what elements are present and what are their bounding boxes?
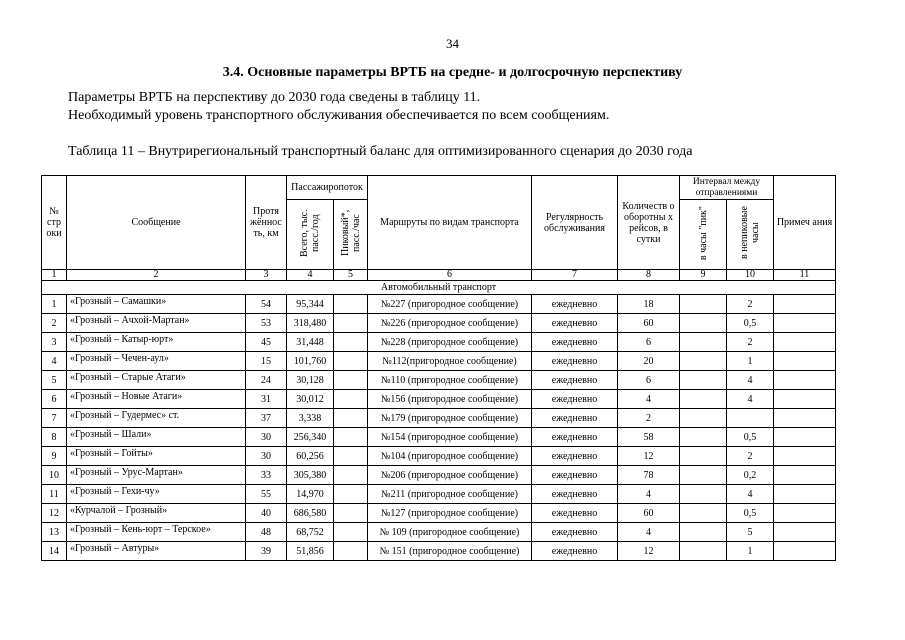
column-number-row <box>42 270 836 281</box>
trips-per-day: 6 <box>618 371 680 390</box>
row-number: 8 <box>42 428 67 447</box>
header-interval-offpeak: в непиковые часы <box>739 206 761 260</box>
passengers-peak <box>334 390 368 409</box>
regularity: ежедневно <box>532 390 618 409</box>
interval-offpeak: 2 <box>727 447 774 466</box>
length-km: 53 <box>246 314 287 333</box>
table-row <box>42 314 836 333</box>
table-row <box>42 523 836 542</box>
connection-name: «Грозный – Гойты» <box>67 447 246 466</box>
column-number: 5 <box>334 270 368 281</box>
paragraph-2: Необходимый уровень транспортного обслуживания обеспечивается по всем сообщениям. <box>68 108 610 123</box>
column-number: 9 <box>680 270 727 281</box>
trips-per-day: 2 <box>618 409 680 428</box>
note <box>774 333 836 352</box>
table-row <box>42 352 836 371</box>
table-row <box>42 390 836 409</box>
header-connection: Сообщение <box>67 176 246 270</box>
route-numbers: №226 (пригородное сообщение) <box>368 314 532 333</box>
header-regularity: Регулярность обслуживания <box>532 176 618 270</box>
interval-offpeak: 4 <box>727 485 774 504</box>
connection-name: «Грозный – Автуры» <box>67 542 246 561</box>
row-number: 1 <box>42 295 67 314</box>
passengers-total: 14,970 <box>287 485 334 504</box>
note <box>774 409 836 428</box>
passengers-peak <box>334 371 368 390</box>
table-caption: Таблица 11 – Внутрирегиональный транспортный баланс для оптимизированного сценария до 2030 года <box>68 144 693 159</box>
table-row <box>42 333 836 352</box>
note <box>774 447 836 466</box>
length-km: 39 <box>246 542 287 561</box>
header-interval-peak: в часы "пик" <box>697 205 709 261</box>
interval-offpeak: 5 <box>727 523 774 542</box>
trips-per-day: 20 <box>618 352 680 371</box>
interval-peak <box>680 409 727 428</box>
trips-per-day: 78 <box>618 466 680 485</box>
header-row-no: № стр оки <box>42 176 67 270</box>
interval-peak <box>680 333 727 352</box>
note <box>774 542 836 561</box>
interval-peak <box>680 390 727 409</box>
interval-peak <box>680 523 727 542</box>
passengers-peak <box>334 523 368 542</box>
header-trips: Количеств о оборотны х рейсов, в сутки <box>618 176 680 270</box>
connection-name: «Грозный – Урус-Мартан» <box>67 466 246 485</box>
interval-peak <box>680 504 727 523</box>
connection-name: «Грозный – Чечен-аул» <box>67 352 246 371</box>
row-number: 11 <box>42 485 67 504</box>
row-number: 10 <box>42 466 67 485</box>
trips-per-day: 4 <box>618 485 680 504</box>
row-number: 5 <box>42 371 67 390</box>
connection-name: «Грозный – Ачхой-Мартан» <box>67 314 246 333</box>
passengers-total: 3,338 <box>287 409 334 428</box>
header-peak-cell <box>334 200 368 270</box>
regularity: ежедневно <box>532 371 618 390</box>
length-km: 30 <box>246 447 287 466</box>
interval-offpeak: 2 <box>727 333 774 352</box>
regularity: ежедневно <box>532 352 618 371</box>
column-number: 8 <box>618 270 680 281</box>
trips-per-day: 18 <box>618 295 680 314</box>
header-interval-peak-cell <box>680 200 727 270</box>
trips-per-day: 60 <box>618 314 680 333</box>
section-row <box>42 281 836 295</box>
connection-name: «Грозный – Гудермес» ст. <box>67 409 246 428</box>
length-km: 24 <box>246 371 287 390</box>
route-numbers: №228 (пригородное сообщение) <box>368 333 532 352</box>
row-number: 12 <box>42 504 67 523</box>
passengers-total: 30,128 <box>287 371 334 390</box>
regularity: ежедневно <box>532 466 618 485</box>
regularity: ежедневно <box>532 485 618 504</box>
header-note: Примеч ания <box>774 176 836 270</box>
note <box>774 428 836 447</box>
trips-per-day: 6 <box>618 333 680 352</box>
passengers-total: 256,340 <box>287 428 334 447</box>
interval-offpeak: 1 <box>727 352 774 371</box>
regularity: ежедневно <box>532 542 618 561</box>
passengers-peak <box>334 352 368 371</box>
header-routes: Маршруты по видам транспорта <box>368 176 532 270</box>
interval-peak <box>680 314 727 333</box>
interval-offpeak: 4 <box>727 371 774 390</box>
page-number: 34 <box>446 36 459 51</box>
regularity: ежедневно <box>532 409 618 428</box>
route-numbers: №156 (пригородное сообщение) <box>368 390 532 409</box>
table-row <box>42 447 836 466</box>
header-peak: Пиковый*, пасс./час <box>339 209 362 257</box>
header-total: Всего, тыс. пасс./год <box>299 209 321 257</box>
regularity: ежедневно <box>532 447 618 466</box>
route-numbers: №179 (пригородное сообщение) <box>368 409 532 428</box>
length-km: 54 <box>246 295 287 314</box>
route-numbers: №211 (пригородное сообщение) <box>368 485 532 504</box>
interval-offpeak <box>727 409 774 428</box>
route-numbers: №206 (пригородное сообщение) <box>368 466 532 485</box>
interval-offpeak: 0,5 <box>727 504 774 523</box>
note <box>774 371 836 390</box>
column-number: 1 <box>42 270 67 281</box>
section-title: Автомобильный транспорт <box>42 281 836 295</box>
passengers-total: 30,012 <box>287 390 334 409</box>
passengers-total: 51,856 <box>287 542 334 561</box>
connection-name: «Грозный – Самашки» <box>67 295 246 314</box>
regularity: ежедневно <box>532 295 618 314</box>
column-number: 7 <box>532 270 618 281</box>
regularity: ежедневно <box>532 428 618 447</box>
interval-peak <box>680 428 727 447</box>
interval-peak <box>680 542 727 561</box>
table-row <box>42 542 836 561</box>
length-km: 31 <box>246 390 287 409</box>
passengers-total: 31,448 <box>287 333 334 352</box>
paragraph-1: Параметры ВРТБ на перспективу до 2030 года сведены в таблицу 11. <box>68 90 481 105</box>
table-row <box>42 504 836 523</box>
table-row <box>42 409 836 428</box>
note <box>774 485 836 504</box>
column-number: 10 <box>727 270 774 281</box>
header-total-cell <box>287 200 334 270</box>
route-numbers: № 151 (пригородное сообщение) <box>368 542 532 561</box>
length-km: 15 <box>246 352 287 371</box>
note <box>774 295 836 314</box>
length-km: 48 <box>246 523 287 542</box>
column-number: 6 <box>368 270 532 281</box>
connection-name: «Грозный – Старые Атаги» <box>67 371 246 390</box>
passengers-peak <box>334 333 368 352</box>
route-numbers: №110 (пригородное сообщение) <box>368 371 532 390</box>
interval-offpeak: 2 <box>727 295 774 314</box>
regularity: ежедневно <box>532 504 618 523</box>
interval-peak <box>680 466 727 485</box>
passengers-total: 68,752 <box>287 523 334 542</box>
row-number: 6 <box>42 390 67 409</box>
regularity: ежедневно <box>532 523 618 542</box>
row-number: 2 <box>42 314 67 333</box>
header-interval: Интервал между отправлениями <box>680 176 774 200</box>
connection-name: «Грозный – Гехи-чу» <box>67 485 246 504</box>
column-number: 2 <box>67 270 246 281</box>
table-row <box>42 428 836 447</box>
route-numbers: №112(пригородное сообщение) <box>368 352 532 371</box>
route-numbers: №104 (пригородное сообщение) <box>368 447 532 466</box>
connection-name: «Грозный – Кень-юрт – Терское» <box>67 523 246 542</box>
regularity: ежедневно <box>532 314 618 333</box>
note <box>774 504 836 523</box>
passengers-peak <box>334 314 368 333</box>
transport-balance-table <box>41 175 836 561</box>
note <box>774 523 836 542</box>
passengers-peak <box>334 447 368 466</box>
row-number: 14 <box>42 542 67 561</box>
note <box>774 352 836 371</box>
route-numbers: №227 (пригородное сообщение) <box>368 295 532 314</box>
section-heading: 3.4. Основные параметры ВРТБ на средне- и долгосрочную перспективу <box>222 65 683 80</box>
passengers-total: 318,480 <box>287 314 334 333</box>
table-row <box>42 466 836 485</box>
passengers-peak <box>334 409 368 428</box>
interval-peak <box>680 485 727 504</box>
table-row <box>42 295 836 314</box>
interval-offpeak: 0,5 <box>727 314 774 333</box>
row-number: 4 <box>42 352 67 371</box>
row-number: 3 <box>42 333 67 352</box>
passengers-total: 60,256 <box>287 447 334 466</box>
interval-peak <box>680 371 727 390</box>
header-interval-offpeak-cell <box>727 200 774 270</box>
header-passenger-flow: Пассажиропоток <box>287 176 368 200</box>
regularity: ежедневно <box>532 333 618 352</box>
row-number: 9 <box>42 447 67 466</box>
row-number: 13 <box>42 523 67 542</box>
note <box>774 314 836 333</box>
connection-name: «Грозный – Новые Атаги» <box>67 390 246 409</box>
header-length: Протя жённос ть, км <box>246 176 287 270</box>
length-km: 40 <box>246 504 287 523</box>
interval-peak <box>680 352 727 371</box>
column-number: 11 <box>774 270 836 281</box>
header-row-1 <box>42 176 836 200</box>
table-row <box>42 371 836 390</box>
length-km: 45 <box>246 333 287 352</box>
interval-offpeak: 1 <box>727 542 774 561</box>
length-km: 55 <box>246 485 287 504</box>
interval-peak <box>680 447 727 466</box>
length-km: 33 <box>246 466 287 485</box>
connection-name: «Курчалой – Грозный» <box>67 504 246 523</box>
passengers-peak <box>334 542 368 561</box>
passengers-peak <box>334 295 368 314</box>
trips-per-day: 60 <box>618 504 680 523</box>
connection-name: «Грозный – Шали» <box>67 428 246 447</box>
route-numbers: № 109 (пригородное сообщение) <box>368 523 532 542</box>
column-number: 4 <box>287 270 334 281</box>
interval-peak <box>680 295 727 314</box>
interval-offpeak: 4 <box>727 390 774 409</box>
row-number: 7 <box>42 409 67 428</box>
passengers-total: 686,580 <box>287 504 334 523</box>
length-km: 30 <box>246 428 287 447</box>
note <box>774 466 836 485</box>
table-row <box>42 485 836 504</box>
column-number: 3 <box>246 270 287 281</box>
trips-per-day: 4 <box>618 523 680 542</box>
note <box>774 390 836 409</box>
trips-per-day: 12 <box>618 447 680 466</box>
passengers-total: 101,760 <box>287 352 334 371</box>
trips-per-day: 58 <box>618 428 680 447</box>
interval-offpeak: 0,5 <box>727 428 774 447</box>
passengers-peak <box>334 466 368 485</box>
passengers-total: 95,344 <box>287 295 334 314</box>
interval-offpeak: 0,2 <box>727 466 774 485</box>
connection-name: «Грозный – Катыр-юрт» <box>67 333 246 352</box>
passengers-peak <box>334 504 368 523</box>
passengers-peak <box>334 485 368 504</box>
passengers-total: 305,380 <box>287 466 334 485</box>
length-km: 37 <box>246 409 287 428</box>
trips-per-day: 12 <box>618 542 680 561</box>
route-numbers: №127 (пригородное сообщение) <box>368 504 532 523</box>
trips-per-day: 4 <box>618 390 680 409</box>
route-numbers: №154 (пригородное сообщение) <box>368 428 532 447</box>
passengers-peak <box>334 428 368 447</box>
